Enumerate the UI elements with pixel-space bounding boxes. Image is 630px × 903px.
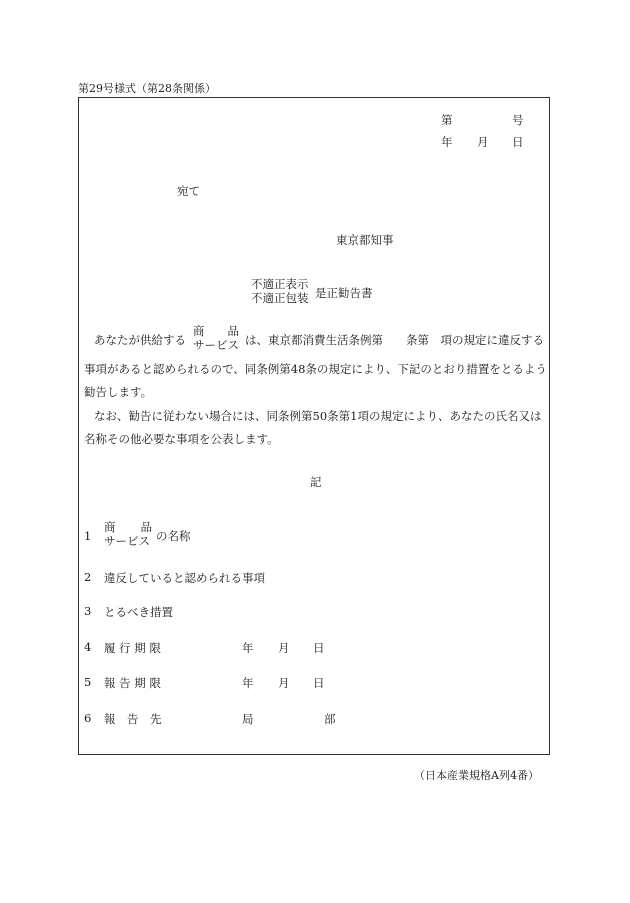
form-title: 第29号様式（第28条関係）	[78, 82, 216, 95]
item4-label: 履 行 期 限	[104, 641, 161, 655]
item4-day: 日	[313, 641, 325, 655]
item1-choice-top-b: 品	[140, 520, 152, 534]
para1-choice-top-a: 商	[193, 324, 205, 338]
item2-label: 違反していると認められる事項	[104, 571, 265, 585]
item1-choice-bottom: サービス	[104, 534, 150, 548]
item6-bu: 部	[324, 712, 336, 726]
item5-month: 月	[278, 676, 290, 690]
para1-choice-bottom: サービス	[193, 338, 239, 352]
footer-note: （日本産業規格A列4番）	[414, 769, 539, 782]
addressee: 宛て	[177, 184, 200, 198]
para1-line2: 事項があると認められるので、同条例第48条の規定により、下記のとおり措置をとるよう	[84, 362, 547, 376]
para1-line3: 勧告します。	[84, 385, 153, 399]
item2-number: 2	[84, 570, 92, 584]
doc-title-variants	[251, 277, 309, 305]
date-year: 年	[441, 135, 453, 149]
para2-line2: 名称その他必要な事項を公表します。	[84, 432, 279, 446]
item3-number: 3	[84, 604, 92, 618]
item4-year: 年	[242, 641, 254, 655]
para1-rest: は、東京都消費生活条例第 条第 項の規定に違反する	[245, 333, 544, 347]
item6-number: 6	[84, 711, 92, 725]
item4-month: 月	[278, 641, 290, 655]
number-label-go: 号	[512, 113, 524, 127]
item6-kyoku: 局	[242, 712, 254, 726]
doc-title: 是正勧告書	[315, 286, 373, 300]
number-label-dai: 第	[441, 113, 453, 127]
doc-title-variant-bottom: 不適正包装	[251, 291, 309, 305]
date-month: 月	[477, 135, 489, 149]
item5-day: 日	[313, 676, 325, 690]
form-frame	[78, 97, 550, 755]
item3-label: とるべき措置	[104, 605, 173, 619]
para2-line1: なお、勧告に従わない場合には、同条例第50条第1項の規定により、あなたの氏名又は	[94, 409, 542, 423]
date-day: 日	[512, 135, 524, 149]
ki-heading: 記	[310, 475, 322, 489]
para1-choice	[193, 324, 239, 352]
item4-number: 4	[84, 640, 92, 654]
item5-label: 報 告 期 限	[104, 676, 161, 690]
item5-number: 5	[84, 675, 92, 689]
item1-number: 1	[84, 529, 92, 543]
item1-choice	[104, 520, 152, 548]
item1-suffix: の名称	[156, 529, 191, 543]
para1-choice-top-b: 品	[227, 324, 239, 338]
item5-year: 年	[242, 676, 254, 690]
para1-lead: あなたが供給する	[94, 333, 186, 347]
issuer: 東京都知事	[336, 233, 394, 247]
doc-title-variant-top: 不適正表示	[251, 277, 309, 291]
item1-choice-top-a: 商	[104, 520, 116, 534]
item6-label: 報 告 先	[104, 712, 162, 726]
